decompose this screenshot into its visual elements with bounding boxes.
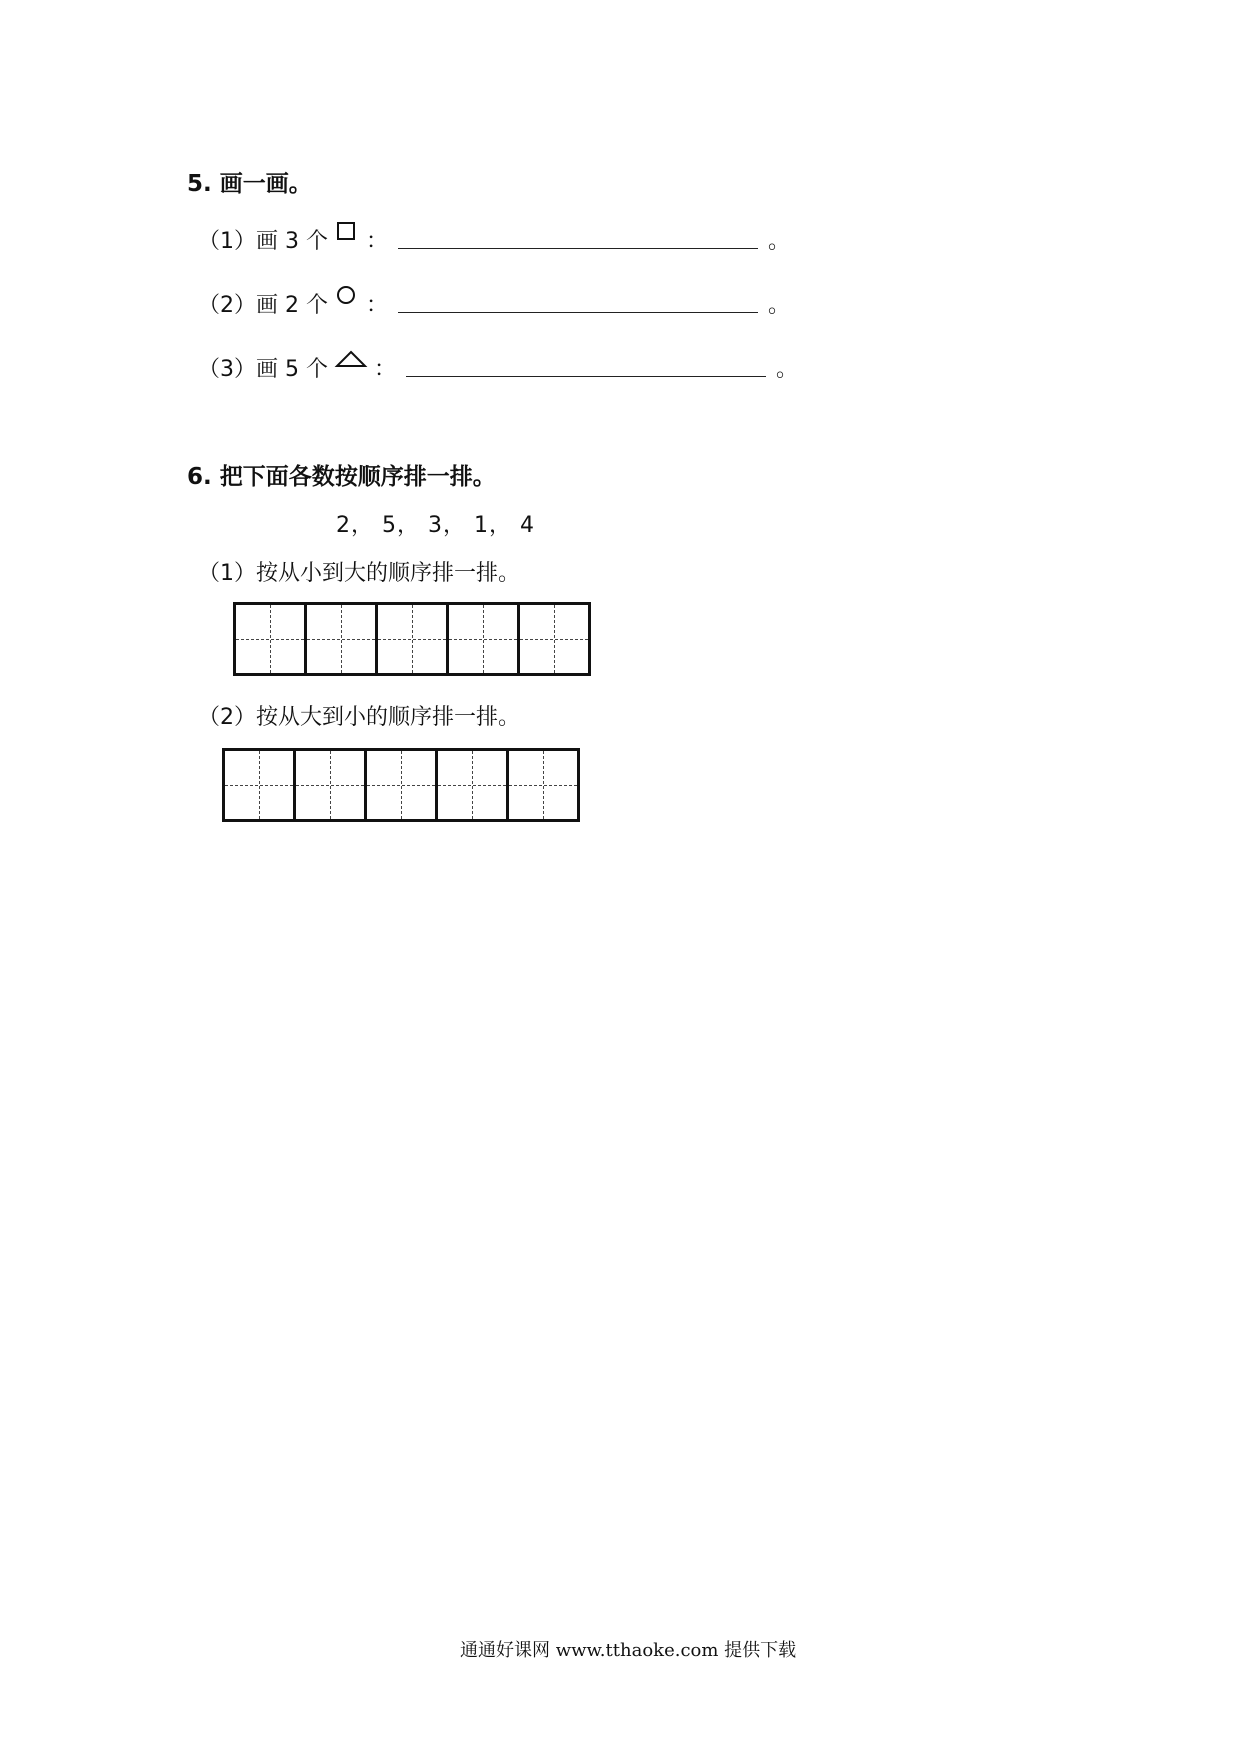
descending-cell-5[interactable] bbox=[506, 748, 580, 822]
descending-cell-4[interactable] bbox=[435, 748, 509, 822]
ascending-grid bbox=[233, 602, 588, 676]
ascending-cell-2[interactable] bbox=[304, 602, 378, 676]
draw-item-2-prefix: （2）画 2 个 bbox=[198, 293, 328, 318]
ascending-cell-5[interactable] bbox=[517, 602, 591, 676]
descending-cell-1[interactable] bbox=[222, 748, 296, 822]
draw-item-1-period: 。 bbox=[768, 229, 791, 254]
answer-blank-3[interactable] bbox=[406, 358, 766, 377]
draw-item-1-colon: ： bbox=[365, 229, 388, 254]
draw-item-2-period: 。 bbox=[768, 293, 791, 318]
ascending-cell-3[interactable] bbox=[375, 602, 449, 676]
draw-item-1-prefix: （1）画 3 个 bbox=[198, 229, 328, 254]
answer-blank-1[interactable] bbox=[398, 230, 758, 249]
number-list: 2， 5， 3， 1， 4 bbox=[336, 513, 535, 538]
square-icon bbox=[334, 221, 360, 243]
draw-item-3-prefix: （3）画 5 个 bbox=[198, 357, 328, 382]
triangle-icon bbox=[334, 349, 368, 371]
draw-item-1 bbox=[198, 224, 790, 255]
descending-cell-3[interactable] bbox=[364, 748, 438, 822]
section-5-title: 5. 画一画。 bbox=[187, 171, 312, 197]
descending-cell-2[interactable] bbox=[293, 748, 367, 822]
footer-text: 通通好课网 www.tthaoke.com 提供下载 bbox=[460, 1640, 797, 1661]
answer-blank-2[interactable] bbox=[398, 294, 758, 313]
ascending-instruction: （1）按从小到大的顺序排一排。 bbox=[198, 561, 520, 586]
draw-item-3-period: 。 bbox=[776, 357, 799, 382]
section-6-title: 6. 把下面各数按顺序排一排。 bbox=[187, 464, 496, 490]
draw-item-3-colon: ： bbox=[373, 357, 396, 382]
draw-item-2 bbox=[198, 288, 790, 319]
draw-item-2-colon: ： bbox=[365, 293, 388, 318]
descending-grid bbox=[222, 748, 577, 822]
draw-item-3 bbox=[198, 352, 798, 383]
descending-instruction: （2）按从大到小的顺序排一排。 bbox=[198, 705, 520, 730]
circle-icon bbox=[334, 285, 360, 307]
ascending-cell-1[interactable] bbox=[233, 602, 307, 676]
ascending-cell-4[interactable] bbox=[446, 602, 520, 676]
